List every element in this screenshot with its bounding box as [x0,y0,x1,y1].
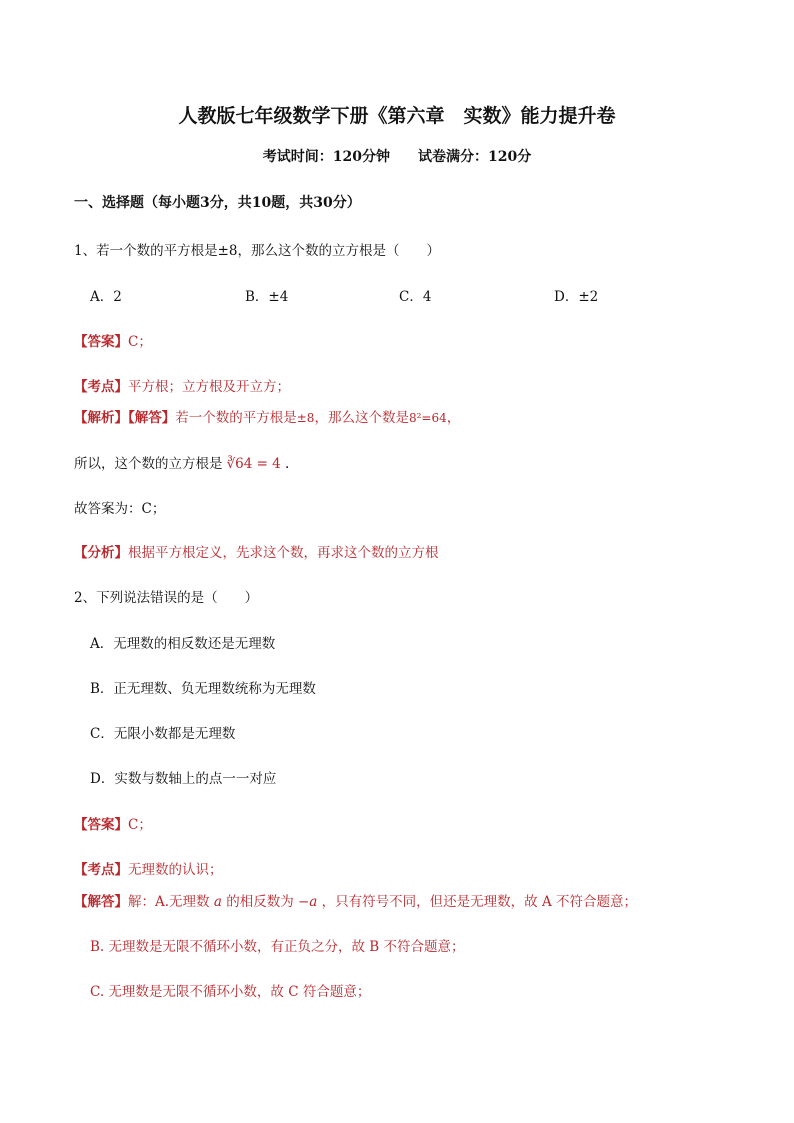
exam-time: 考试时间：120分钟 [262,149,390,165]
q1-option-d: D．±2 [554,289,599,305]
q2-option-b: B．正无理数、负无理数统称为无理数 [90,681,316,697]
q2-kaodian [74,858,223,878]
exam-info [0,146,794,166]
jiexi-math-b: ±8 [296,411,315,425]
jiexi-text-c: ，那么这个数是 [314,410,409,426]
q1-answer [74,330,152,350]
kaodian-tag: 【考点】 [74,379,128,395]
kaodian-text: 无理数的认识； [128,862,223,878]
q1-so-line [74,452,289,472]
q1-fenxi [74,541,439,561]
jieda-text-a: 解：A.无理数 [128,894,214,910]
so-prefix: 所以，这个数的立方根是 [74,456,223,472]
q2-stem: 2、下列说法错误的是（ ） [74,590,259,606]
cube-root-expression: ∛64 = 4 [226,456,281,472]
fenxi-tag: 【分析】 [74,545,128,561]
page-title: 人教版七年级数学下册《第六章 实数》能力提升卷 [178,105,616,127]
exam-score: 试卷满分：120分 [418,149,532,165]
answer-tag: 【答案】 [74,817,128,833]
answer-value: C； [128,817,152,833]
jiexi-tag: 【解析】【解答】 [74,410,176,426]
q1-option-c: C．4 [399,289,432,305]
answer-tag: 【答案】 [74,334,128,350]
jiexi-text-a: 若一个数的平方根是 [175,410,297,426]
jiexi-math-d: 8²=64 [408,411,447,425]
q2-jieda [74,890,637,910]
q1-option-a: A．2 [90,289,122,305]
answer-value: C； [128,334,152,350]
kaodian-text: 平方根；立方根及开立方； [128,379,290,395]
jieda-tag: 【解答】 [74,894,128,910]
section-heading: 一、选择题（每小题3分，共10题，共30分） [74,195,361,211]
fenxi-text: 根据平方根定义，先求这个数，再求这个数的立方根 [128,545,439,561]
q1-jiexi [74,406,460,426]
jieda-text-c: ，只有符号不同，但还是无理数，故 A 不符合题意； [317,894,637,910]
q1-kaodian [74,375,290,395]
q2-line-b: B. 无理数是无限不循环小数，有正负之分，故 B 不符合题意； [90,939,465,955]
jiexi-text-e: ， [446,410,461,426]
q1-stem: 1、若一个数的平方根是±8，那么这个数的立方根是（ ） [74,243,440,259]
so-suffix: . [280,456,290,472]
q2-line-c: C. 无理数是无限不循环小数，故 C 符合题意； [90,984,371,1000]
jieda-var-a: a [213,894,222,910]
kaodian-tag: 【考点】 [74,862,128,878]
jieda-neg-a: −a [298,894,318,910]
q1-option-b: B．±4 [245,289,289,305]
q2-option-c: C．无限小数都是无理数 [90,726,236,742]
q2-option-a: A．无理数的相反数还是无理数 [90,636,276,652]
q2-answer [74,813,152,833]
q1-gudaan: 故答案为：C； [74,501,166,517]
jieda-text-b: 的相反数为 [221,894,298,910]
q2-option-d: D．实数与数轴上的点一一对应 [90,771,277,787]
